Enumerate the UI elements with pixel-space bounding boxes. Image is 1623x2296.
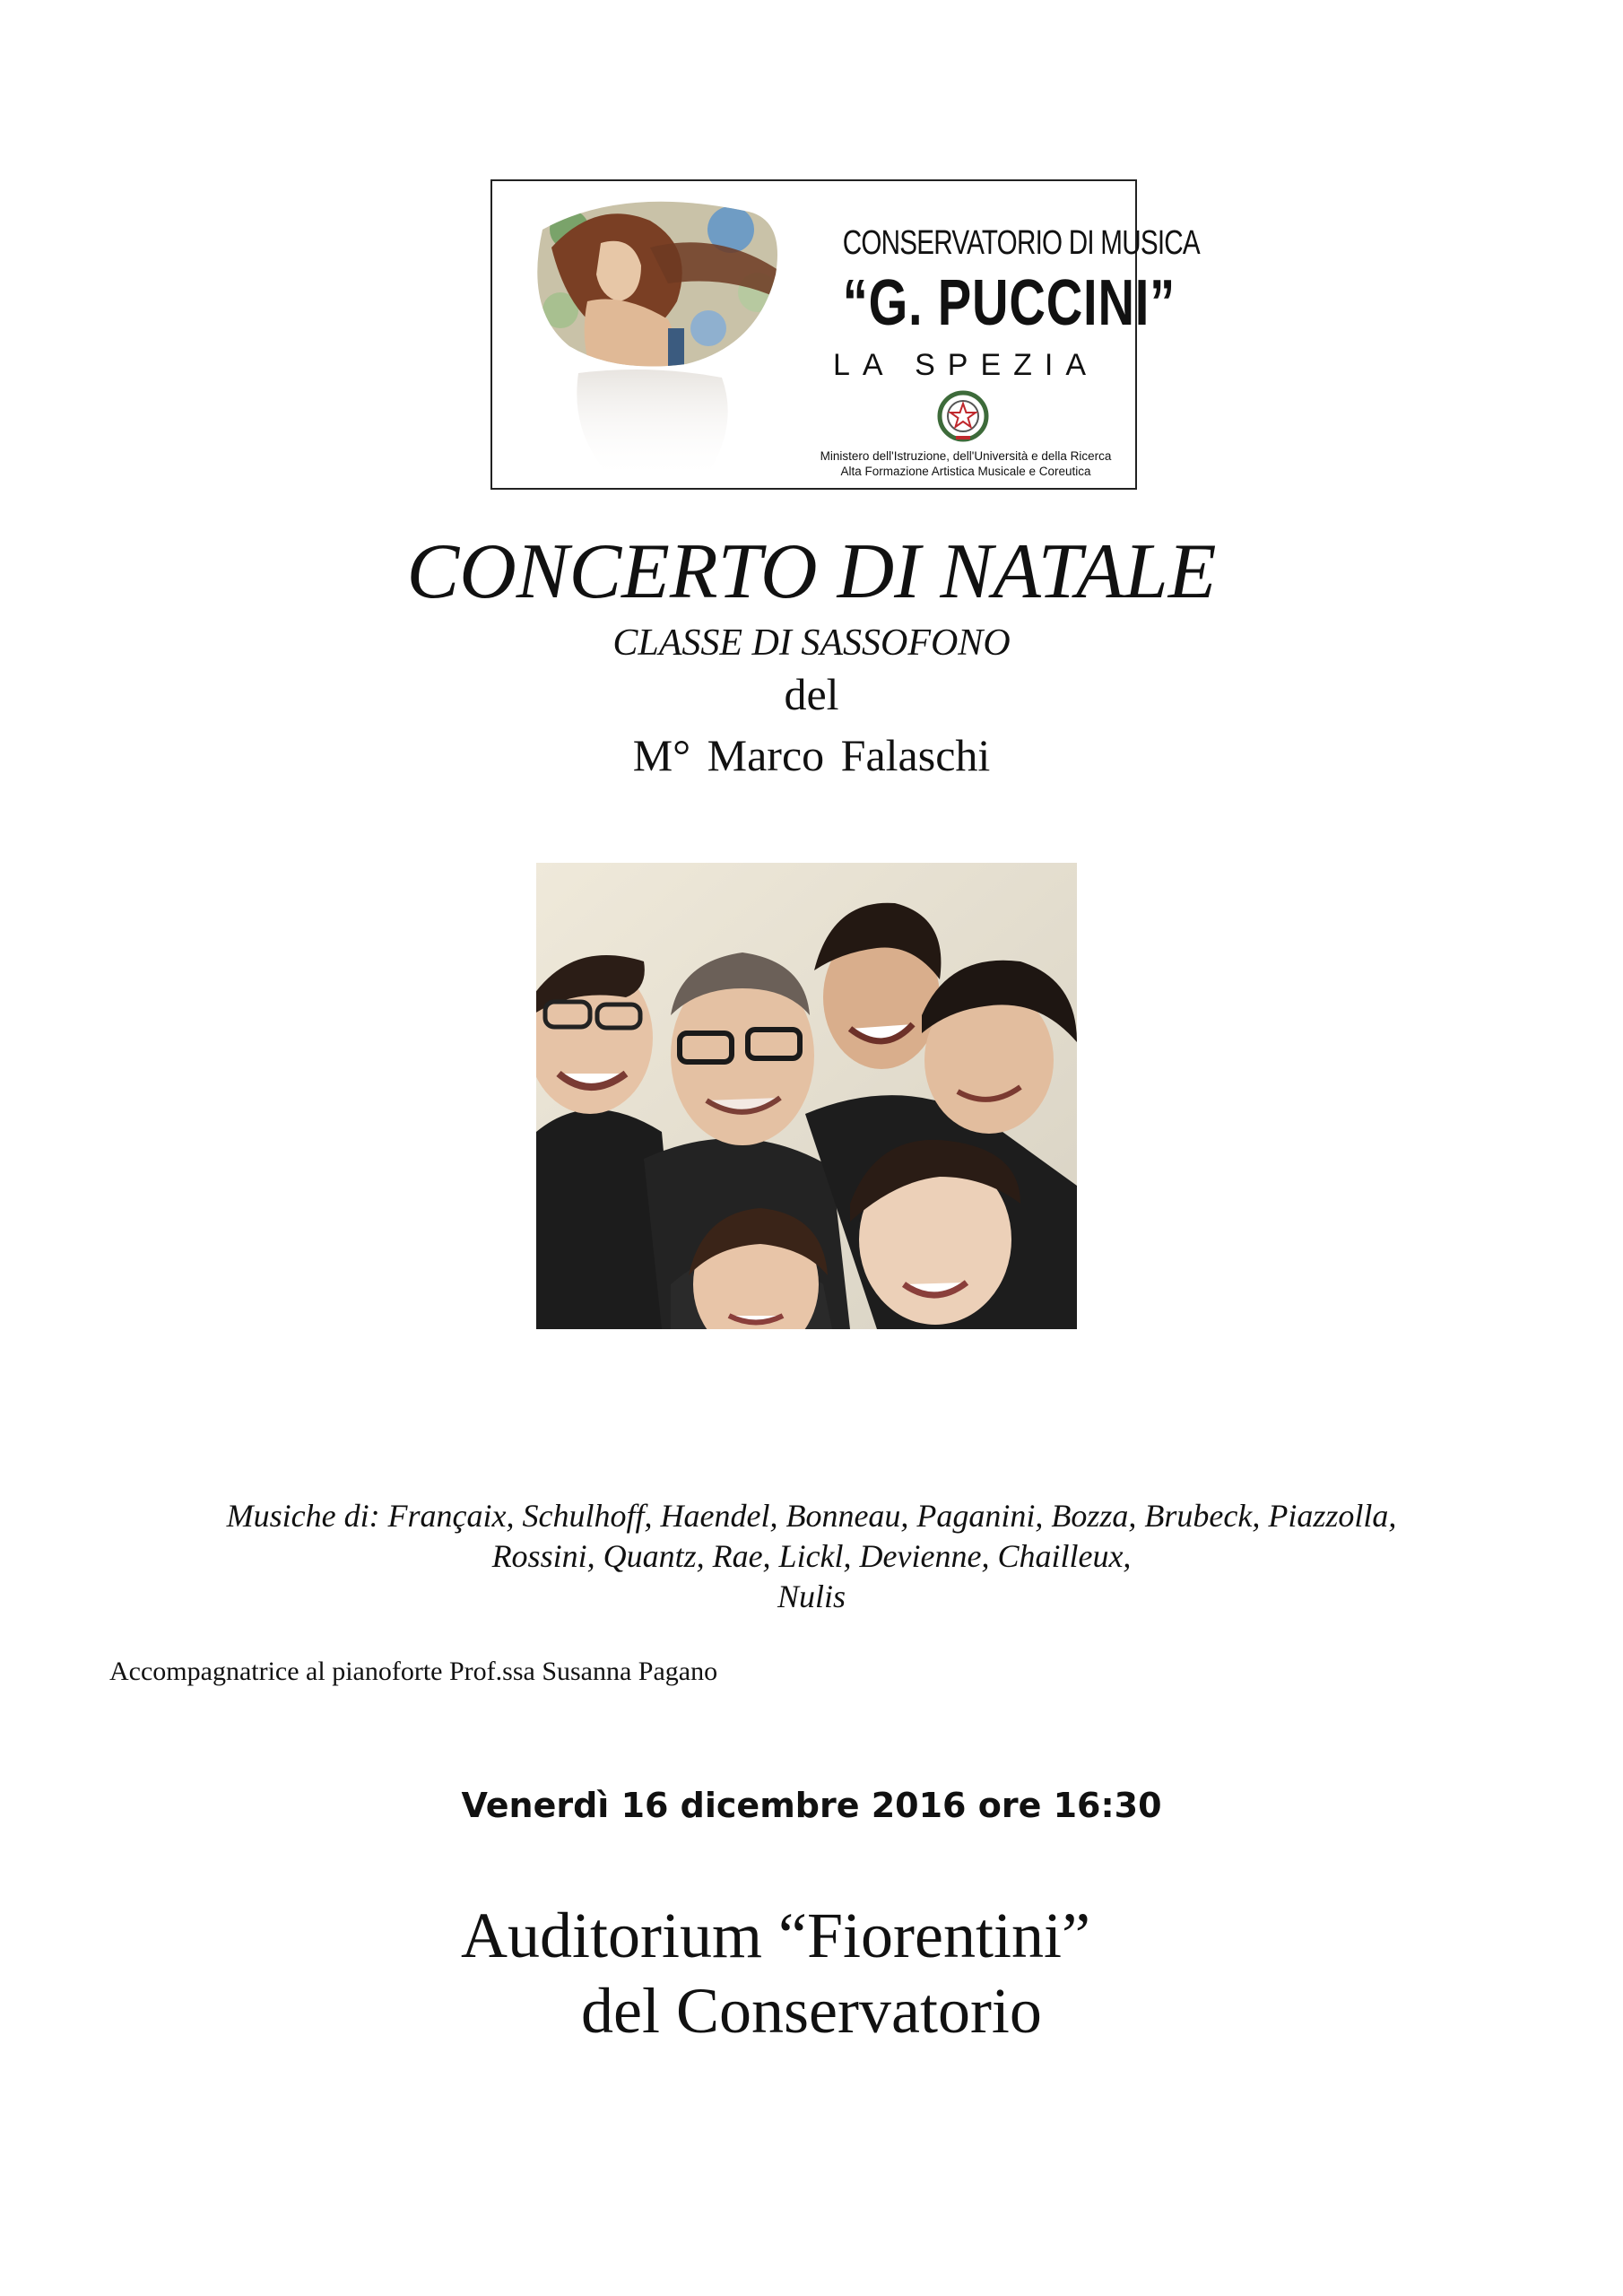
logo-line-city: LA SPEZIA: [832, 348, 1099, 382]
ministry-line-2: Alta Formazione Artistica Musicale e Coreutica: [840, 465, 1091, 478]
teacher-name: M° Marco Falaschi: [632, 730, 991, 780]
ministry-line-1: Ministero dell'Istruzione, dell'Università e della Ricerca: [820, 449, 1112, 463]
class-subtitle: CLASSE DI SASSOFONO: [612, 622, 1011, 664]
composers-line-1: Musiche di: Françaix, Schulhoff, Haendel, Bonneau, Paganini, Bozza, Brubeck, Piazzolla,: [226, 1498, 1397, 1534]
logo-line-conservatorio: CONSERVATORIO DI MUSICA: [842, 224, 1200, 262]
composers-line-3: Nulis: [777, 1578, 846, 1614]
composers-line-2: Rossini, Quantz, Rae, Lickl, Devienne, Chailleux,: [491, 1538, 1132, 1574]
venus-stained-glass-icon: [516, 194, 803, 485]
concert-title: CONCERTO DI NATALE: [406, 528, 1217, 615]
del-text: del: [784, 669, 839, 719]
conservatory-logo: [490, 179, 1200, 490]
venue: [0, 1898, 1623, 2048]
venue-line-2: del Conservatorio: [581, 1975, 1042, 2047]
italian-republic-emblem-icon: [936, 389, 990, 443]
concert-datetime: Venerdì 16 dicembre 2016 ore 16:30: [461, 1786, 1162, 1825]
venue-line-1: Auditorium “Fiorentini”: [461, 1900, 1090, 1971]
logo-ministry-text: [808, 448, 1124, 479]
logo-line-puccini: “G. PUCCINI”: [842, 267, 1176, 339]
composers-list: [135, 1496, 1488, 1617]
group-photo: [536, 863, 1077, 1329]
accompanist-text: Accompagnatrice al pianoforte Prof.ssa Susanna Pagano: [109, 1657, 718, 1686]
